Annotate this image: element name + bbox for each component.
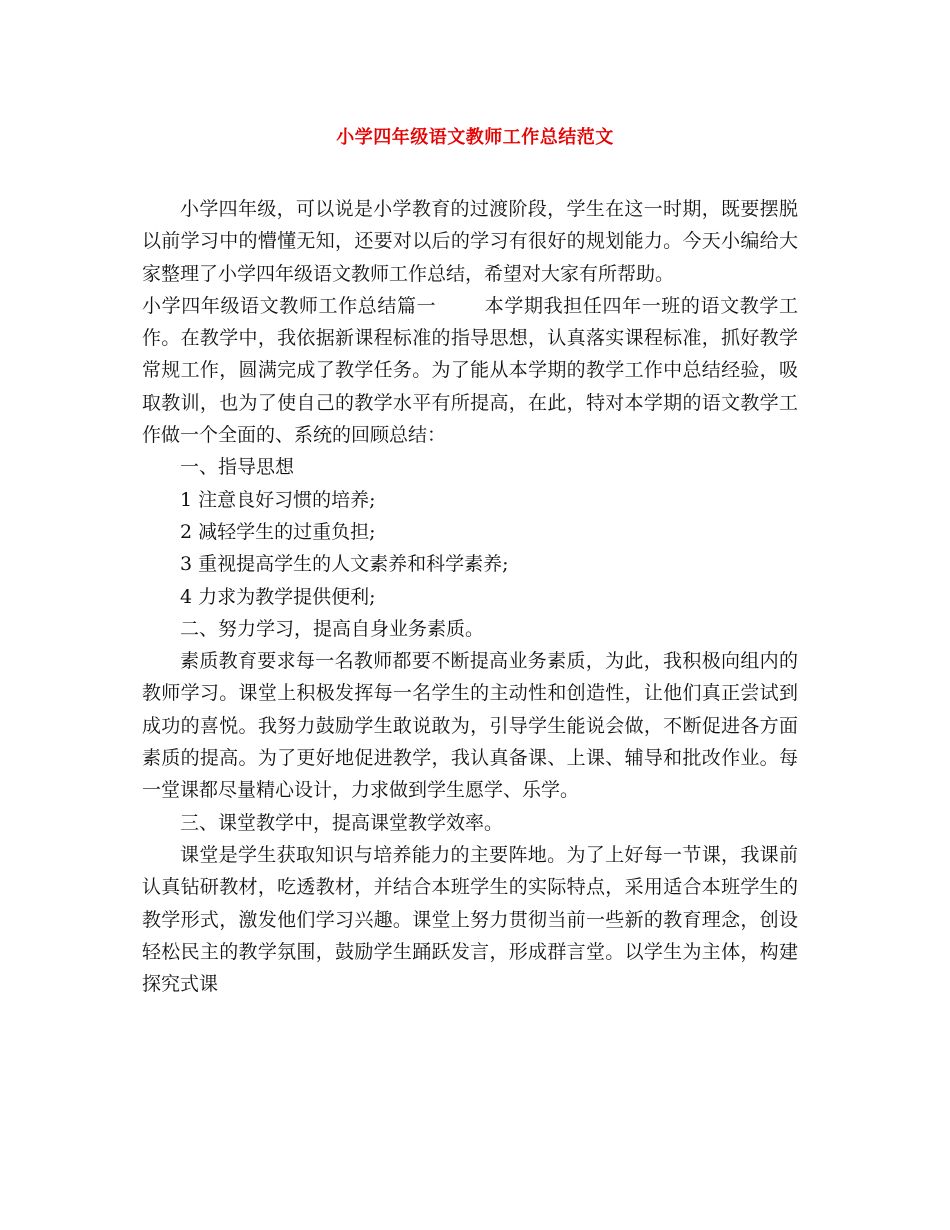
intro-paragraph: 小学四年级，可以说是小学教育的过渡阶段，学生在这一时期，既要摆脱以前学习中的懵懂无知，还要对以后的学习有很好的规划能力。今天小编给大家整理了小学四年级语文教师工作总结，希望对大家有所帮助。: [142, 198, 798, 285]
list-item-literacy: 3 重视提高学生的人文素养和科学素养;: [180, 553, 509, 576]
classroom-paragraph: 课堂是学生获取知识与培养能力的主要阵地。为了上好每一节课，我课前认真钻研教材，吃透教材，并结合本班学生的实际特点，采用适合本班学生的教学形式，激发他们学习兴趣。课堂上努力贯彻当前一些新的教育理念，创设轻松民主的教学氛围，鼓励学生踊跃发言，形成群言堂。以学生为主体，构建探究式课: [142, 843, 798, 996]
list-item-habits: 1 注意良好习惯的培养;: [180, 488, 376, 511]
section-one-paragraph: [142, 290, 798, 451]
section-one-text: 本学期我担任四年一班的语文教学工作。在教学中，我依据新课程标准的指导思想，认真落实课程标准，抓好教学常规工作，圆满完成了教学任务。为了能从本学期的教学工作中总结经验，吸取教训，也为了使自己的教学水平有所提高，在此，特对本学期的语文教学工作做一个全面的、系统的回顾总结：: [142, 294, 798, 447]
classroom-heading: 三、课堂教学中，提高课堂教学效率。: [180, 811, 504, 834]
document-body: [142, 193, 798, 1000]
section-one-heading: 小学四年级语文教师工作总结篇一: [142, 294, 437, 317]
study-heading: 二、努力学习，提高自身业务素质。: [180, 617, 485, 640]
study-paragraph: 素质教育要求每一名教师都要不断提高业务素质，为此，我积极向组内的教师学习。课堂上积极发挥每一名学生的主动性和创造性，让他们真正尝试到成功的喜悦。我努力鼓励学生敢说敢为，引导学生能说会做，不断促进各方面素质的提高。为了更好地促进教学，我认真备课、上课、辅导和批改作业。每一堂课都尽量精心设计，力求做到学生愿学、乐学。: [142, 650, 798, 802]
list-item-convenience: 4 力求为教学提供便利;: [180, 585, 376, 608]
list-item-burden: 2 减轻学生的过重负担;: [180, 520, 376, 543]
document-title: 小学四年级语文教师工作总结范文: [336, 127, 614, 148]
guiding-thought-heading: 一、指导思想: [180, 456, 295, 479]
